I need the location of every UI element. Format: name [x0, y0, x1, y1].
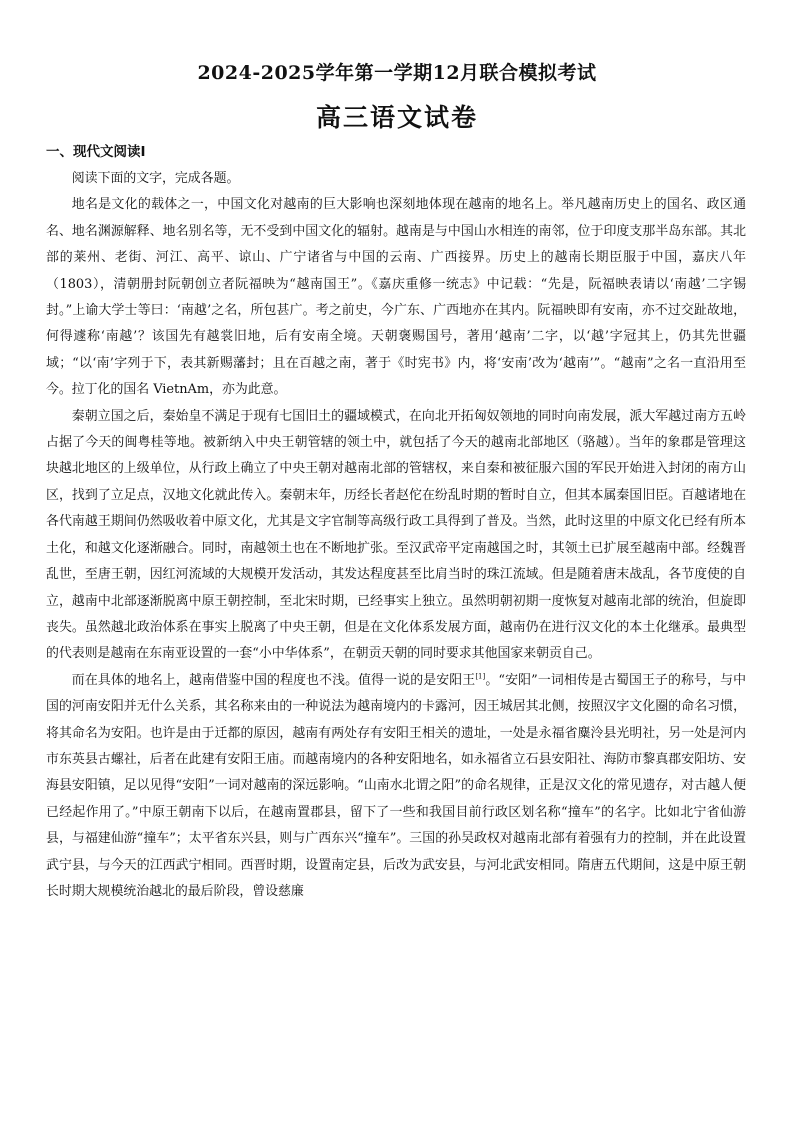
passage-paragraph-2: 秦朝立国之后，秦始皇不满足于现有七国旧土的疆域模式，在向北开拓匈奴领地的同时向南发展，派大军越过南方五岭占据了今天的闽粤桂等地。被新纳入中央王朝管辖的领土中，就包括了今天的越南北部地区（骆越）。当年的象郡是管理这块越北地区的上级单位，从行政上确立了中央王朝对越南北部的管辖权，来自秦和被征服六国的军民开始进入封闭的南方山区，找到了立足点，汉地文化就此传入。秦朝末年，历经长者赵佗在纷乱时期的暂时自立，但其本属秦国旧臣。百越诸地在各代南越王期间仍然吸收着中原文化，尤其是文字官制等高级行政工具得到了普及。当然，此时这里的中原文化已经有所本土化，和越文化逐渐融合。同时，南越领土也在不断地扩张。至汉武帝平定南越国之时，其领土已扩展至越南中部。经魏晋乱世，至唐王朝，因红河流域的大规模开发活动，其发达程度甚至比肩当时的珠江流域。但是随着唐末战乱，各节度使的自立，越南中北部逐渐脱离中原王朝控制，至北宋时期，已经事实上独立。虽然明朝初期一度恢复对越南北部的统治，但旋即丧失。虽然越北政治体系在事实上脱离了中央王朝，但是在文化体系发展方面，越南仍在进行汉文化的本土化继承。最典型的代表则是越南在东南亚设置的一套“小中华体系”，在朝贡天朝的同时要求其他国家来朝贡自己。	[46, 408, 746, 662]
section-heading: 一、现代文阅读Ⅰ	[46, 144, 146, 160]
footnote-marker: [1]	[475, 672, 486, 681]
passage-paragraph-1: 地名是文化的载体之一，中国文化对越南的巨大影响也深刻地体现在越南的地名上。举凡越南历史上的国名、政区通名、地名渊源解释、地名别名等，无不受到中国文化的辐射。越南是与中国山水相连的南邻，位于印度支那半岛东部。其北部的莱州、老街、河江、高平、谅山、广宁诸省与中国的云南、广西接界。历史上的越南长期臣服于中国，嘉庆八年（1803），清朝册封阮朝创立者阮福映为“越南国王”。《嘉庆重修一统志》中记载：“先是，阮福映表请以‘南越’二字锡封。”上谕大学士等曰：‘南越’之名，所包甚广。考之前史，今广东、广西地亦在其内。阮福映即有安南，亦不过交趾故地，何得遽称‘南越’？该国先有越裳旧地，后有安南全境。天朝褒赐国号，著用‘越南’二字，以‘越’字冠其上，仍其先世疆域；“以‘南’字列于下，表其新赐藩封；且在百越之南，著于《时宪书》内，将‘安南’改为‘越南’”。“越南”之名一直沿用至今。拉丁化的国名 VietnAm，亦为此意。	[46, 197, 746, 398]
reading-passage	[46, 166, 746, 905]
paragraph-3-part-1: 而在具体的地名上，越南借鉴中国的程度也不浅。值得一说的是安阳王	[71, 672, 476, 688]
paper-title: 高三语文试卷	[315, 103, 478, 132]
instruction-text: 阅读下面的文字，完成各题。	[71, 171, 240, 186]
paragraph-3-part-2: 。“安阳”一词相传是古蜀国王子的称号，与中国的河南安阳并无什么关系，其名称来由的一种说法为越南境内的卡露河，因王城居其北侧，按照汉字文化圈的命名习惯，将其命名为安阳。也许是由于迁都的原因，越南有两处存有安阳王相关的遗址，一处是永福省麋泠县光明社，另一处是河内市东英县古螺社，后者在此建有安阳王庙。而越南境内的各种安阳地名，如永福省立石县安阳社、海防市黎真郡安阳坊、安海县安阳镇，足以见得“安阳”一词对越南的深远影响。“山南水北谓之阳”的命名规律，正是汉文化的常见遗存，对古越人便已经起作用了。”中原王朝南下以后，在越南置郡县，留下了一些和我国目前行政区划名称“撞车”的名字。比如北宁省仙游县，与福建仙游“撞车”；太平省东兴县，则与广西东兴“撞车”。三国的孙吴政权对越南北部有着强有力的控制，并在此设置武宁县，与今天的江西武宁相同。西晋时期，设置南定县，后改为武安县，与河北武安相同。隋唐五代期间，这是中原王朝长时期大规模统治越北的最后阶段，曾设慈廉	[46, 672, 747, 899]
passage-paragraph-3	[46, 668, 746, 906]
exam-title: 2024-2025学年第一学期12月联合模拟考试	[197, 62, 597, 84]
